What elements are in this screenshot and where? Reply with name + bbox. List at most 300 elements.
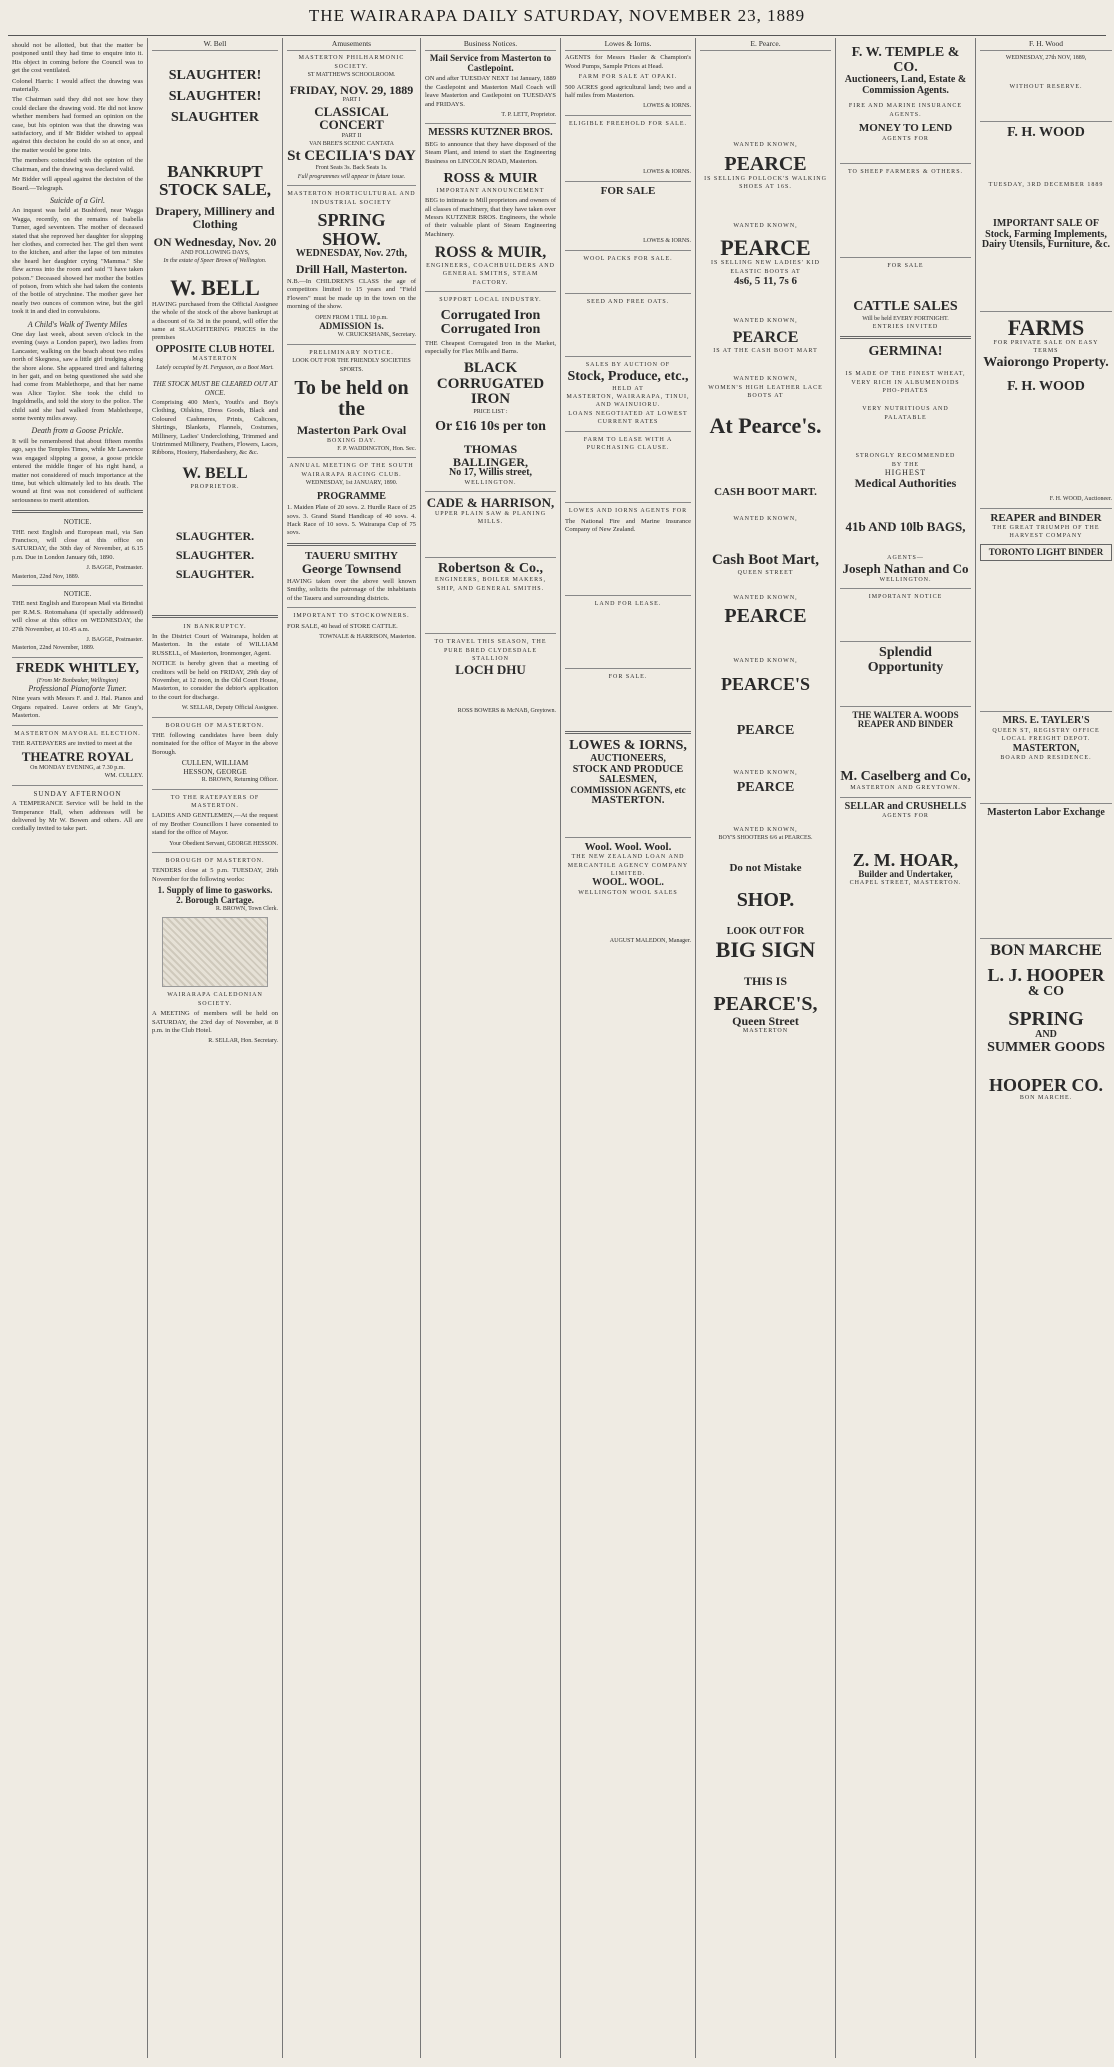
signature: F. P. WADDINGTON, Hon. Sec. xyxy=(337,446,416,453)
ad-text: HAVING taken over the above well known Smithy, solicits the patronage of the inhabitants of the Taueru and surrounding districts. xyxy=(287,578,416,602)
ad-text: QUEEN ST, REGISTRY OFFICE xyxy=(992,727,1100,734)
ad-headline: THOMAS BALLINGER, xyxy=(452,442,529,469)
ad-text: PART II xyxy=(341,132,362,139)
tender-item: 2. Borough Cartage. xyxy=(176,894,254,905)
ad-tagline: Professional Pianoforte Tuner. xyxy=(28,683,127,693)
candidate-name: HESSON, GEORGE xyxy=(183,766,247,776)
ad-headline: GERMINA! xyxy=(868,344,943,360)
ad-headline: HOOPER CO. xyxy=(988,1074,1103,1095)
signature: F. H. WOOD, Auctioneer. xyxy=(1049,496,1112,503)
divider xyxy=(980,508,1112,509)
ad-text: FOR SALE xyxy=(887,262,924,269)
ad-title: SUNDAY AFTERNOON xyxy=(33,789,122,798)
ad-text: WEDNESDAY, 1st JANUARY, 1890. xyxy=(305,480,398,487)
ad-text: CHAPEL STREET, MASTERTON. xyxy=(849,880,962,887)
ad-headline: BANKRUPT STOCK SALE, xyxy=(158,162,272,200)
divider xyxy=(565,595,691,596)
masthead xyxy=(8,6,1106,36)
ad-headline: Robertson & Co., xyxy=(438,560,543,576)
ad-headline: Mail Service from Masterton to Castlepoint. xyxy=(429,53,552,73)
ad-headline: BLACK CORRUGATED IRON xyxy=(436,359,545,408)
divider xyxy=(425,291,556,292)
ad-headline: TORONTO LIGHT BINDER xyxy=(988,546,1104,557)
ad-headline: CASH BOOT MART. xyxy=(714,486,817,499)
column-8 xyxy=(976,38,1114,2058)
article-heading: Death from a Goose Prickle. xyxy=(31,426,124,436)
ad-text: Nine years with Messrs F. and J. Hal. Pianos and Organs repaired. Leave orders at Mr Gray's, Masterton. xyxy=(12,695,143,720)
divider xyxy=(980,938,1112,939)
divider xyxy=(287,607,416,608)
signature: T. P. LETT, Proprietor. xyxy=(501,111,556,118)
ad-text: The National Fire and Marine Insurance Company of New Zealand. xyxy=(565,517,691,534)
divider xyxy=(287,457,416,458)
ad-text: MASTERTON xyxy=(742,1028,789,1035)
ad-text: THE Cheapest Corrugated Iron in the Market, especially for Flax Mills and Barns. xyxy=(425,339,556,356)
notice-text: TENDERS close at 5 p.m. TUESDAY, 26th November for the following works: xyxy=(152,867,278,883)
divider xyxy=(425,557,556,558)
ad-headline: SLAUGHTER. SLAUGHTER. SLAUGHTER. xyxy=(175,529,255,582)
divider xyxy=(152,615,278,618)
divider xyxy=(980,711,1112,712)
ad-headline: PEARCE xyxy=(736,780,795,796)
ad-headline: SLAUGHTER! xyxy=(168,68,262,84)
ad-headline: SELLAR and CRUSHELLS xyxy=(844,800,967,812)
ad-text: WANTED KNOWN, xyxy=(733,827,798,833)
signature: WM. CULLEY. xyxy=(104,773,143,780)
ad-text: FOR PRIVATE SALE ON EASY TERMS xyxy=(993,339,1099,355)
notice-heading: IN BANKRUPTCY. xyxy=(183,623,247,630)
article-heading: A Child's Walk of Twenty Miles xyxy=(27,319,128,329)
notice-heading: TO THE RATEPAYERS OF MASTERTON. xyxy=(170,794,260,809)
column-heading: W. Bell xyxy=(152,40,278,51)
ad-headline: MRS. E. TAYLER'S xyxy=(1002,715,1090,727)
column-7 xyxy=(836,38,976,2058)
ad-headline: F. W. TEMPLE & CO. xyxy=(851,45,960,75)
divider xyxy=(565,181,691,182)
article-text: An inquest was held at Bushford, near Wagga Wagga, recently, on the remains of Isabella Turner, aged seventeen. The mother of deceased stated that she reproved her daughter for slopping her clothes, and corrected her. The girl then went to the kitchen, and after the lapse of ten minutes she heard her daughter crying "Mamma." She flew across into the room and said "I have taken poison." Deceased showed her mother the bottles of poison, from which she had taken the contents of the bottle of strychnine. The mother gave her nearly two ounces of common wine, but the girl took it in and died in convulsions. xyxy=(12,207,143,316)
ad-text: MASTERTON PHILHARMONIC SOCIETY. xyxy=(298,55,405,70)
ad-text: ENTRIES INVITED xyxy=(872,324,939,331)
ad-text: TO TRAVEL THIS SEASON, THE PURE BRED CLYDESDALE STALLION xyxy=(434,639,547,662)
divider xyxy=(980,121,1112,122)
ad-headline: Stock, Produce, etc., xyxy=(567,368,689,384)
ad-text: AGENTS— xyxy=(887,554,924,561)
ad-headline: Builder and Undertaker, xyxy=(858,868,953,879)
divider xyxy=(152,789,278,790)
article-text: Colonel Harris: I would affect the drawing was materially. xyxy=(12,77,143,94)
ad-text: TUESDAY, 3RD DECEMBER 1889 xyxy=(988,181,1104,188)
ad-headline: SPRING xyxy=(1008,1008,1084,1031)
ad-headline: George Townsend xyxy=(301,561,402,577)
column-heading: F. H. Wood xyxy=(980,40,1112,51)
ad-text: BY THE xyxy=(891,461,920,468)
ad-headline: WOOL. WOOL. xyxy=(592,877,664,889)
ad-text: WELLINGTON. xyxy=(464,479,517,486)
ad-text: WANTED KNOWN, xyxy=(733,594,798,601)
column-heading: Lowes & Iorns. xyxy=(565,40,691,51)
ad-headline: Splendid Opportunity xyxy=(867,645,944,676)
column-heading: Amusements xyxy=(287,40,416,51)
divider xyxy=(12,657,143,658)
ad-text: WANTED KNOWN, xyxy=(733,376,798,383)
ad-text: Lately occupied by H. Ferguson, as a Boot Mart. xyxy=(156,364,274,371)
ad-headline: Wool. Wool. Wool. xyxy=(584,840,672,853)
ad-headline: ROSS & MUIR, xyxy=(434,244,547,262)
ad-text: WANTED KNOWN, xyxy=(733,769,798,776)
ad-headline: Joseph Nathan and Co xyxy=(842,561,969,577)
notice-text: THE following candidates have been duly nominated for the office of Mayor in the above Borough. xyxy=(152,732,278,756)
ad-text: Comprising 400 Men's, Youth's and Boy's Clothing, Oilskins, Dress Goods, Black and Coloured Cashmeres, Prints, Calicoes, Shirtings, Blankets, Flannels, Costumes, Millinery, Ladies' Underclothing, Trimmed and Untrimmed Millinery, Feathers, Flowers, Laces, Ribbons, Hosiery, Haberdashery, &c &c. xyxy=(152,399,278,457)
society-crest-illustration xyxy=(162,917,268,987)
ad-text: PHO-PHATES xyxy=(882,387,929,394)
ad-text: THE NEW ZEALAND LOAN AND MERCANTILE AGENCY COMPANY LIMITED. xyxy=(567,854,689,877)
ad-headline: Waiorongo Property. xyxy=(983,354,1109,370)
ad-text: TO SHEEP FARMERS & OTHERS. xyxy=(847,169,964,176)
divider xyxy=(840,336,971,339)
ad-headline: OPPOSITE CLUB HOTEL xyxy=(155,343,275,355)
ad-text: PRELIMINARY NOTICE. xyxy=(309,349,394,356)
divider xyxy=(425,491,556,492)
ad-text: IS AT THE CASH BOOT MART xyxy=(713,347,818,354)
ad-text: WELLINGTON WOOL SALES xyxy=(578,889,678,896)
notice-heading: BOROUGH OF MASTERTON. xyxy=(165,857,265,864)
signature: AUGUST MALEDON, Manager. xyxy=(609,938,691,945)
ad-text: THE STOCK MUST BE CLEARED OUT AT ONCE. xyxy=(152,380,278,397)
ad-text: VERY NUTRITIOUS AND PALATABLE xyxy=(862,406,949,421)
ad-text: Will be held EVERY FORTNIGHT. xyxy=(862,315,949,322)
ad-headline: THIS IS xyxy=(743,973,788,988)
ad-text: In the estate of Speer Brown of Wellington. xyxy=(163,258,267,265)
ad-text: ON and after TUESDAY NEXT 1st January, 1889 the Castlepoint and Masterton Mail Coach will leave Masterton and Castlepoint on TUESDAYS and FRIDAYS. xyxy=(425,75,556,108)
signature: J. BAGGE, Postmaster. xyxy=(86,565,143,572)
column-4 xyxy=(421,38,561,2058)
ad-text: ENGINEERS, COACHBUILDERS AND GENERAL SMITHS, STEAM FACTORY. xyxy=(426,262,555,286)
ad-venue: THEATRE ROYAL xyxy=(21,749,134,765)
ad-text: HIGHEST xyxy=(884,467,927,477)
ad-text: 1. Maiden Plate of 20 sovs. 2. Hurdle Race of 25 sovs. 3. Grand Stand Handicap of 40 sovs. 4. Hack Race of 10 sovs. 5. Wairarapa Cup of 75 sovs. xyxy=(287,504,416,537)
ad-text: WITHOUT RESERVE. xyxy=(1009,83,1083,90)
ad-text: AND FOLLOWING DAYS, xyxy=(180,249,250,256)
article-text: Mr Bidder will appeal against the decision of the Board.—Telegraph. xyxy=(12,176,143,192)
ad-text: THE RATEPAYERS are invited to meet at the xyxy=(12,739,133,747)
signature: J. BAGGE, Postmaster. xyxy=(86,637,143,643)
ad-title: MASTERTON MAYORAL ELECTION. xyxy=(14,730,141,737)
ad-headline: LOOK OUT FOR xyxy=(726,926,805,938)
ad-headline: F. H. WOOD xyxy=(1007,125,1085,141)
ad-headline: W. BELL xyxy=(182,464,248,482)
ad-text: WOOL PACKS FOR SALE. xyxy=(583,255,673,262)
ad-headline: To be held on the xyxy=(294,377,409,421)
ad-headline: CATTLE SALES xyxy=(853,298,958,314)
ad-headline: Drapery, Millinery and Clothing xyxy=(155,204,275,231)
divider xyxy=(980,803,1112,804)
ad-headline: BON MARCHE xyxy=(990,942,1102,960)
notice-heading: WAIRARAPA CALEDONIAN SOCIETY. xyxy=(167,992,263,1007)
ad-headline: STOCK AND PRODUCE xyxy=(572,763,684,775)
ad-headline: PEARCE xyxy=(724,604,807,627)
ad-headline: SPRING SHOW. xyxy=(317,210,386,249)
divider xyxy=(287,543,416,546)
ad-headline: At Pearce's. xyxy=(709,413,822,439)
ad-headline: ON Wednesday, Nov. 20 xyxy=(153,235,277,250)
ad-headline: LOWES & IORNS, xyxy=(569,738,687,754)
ad-text: BOXING DAY. xyxy=(326,437,376,444)
ad-text: PROPRIETOR. xyxy=(190,483,240,490)
ad-text: STRONGLY RECOMMENDED xyxy=(855,453,956,460)
ad-text: Front Seats 3s. Back Seats 1s. xyxy=(315,165,388,172)
ad-text: IS SELLING NEW LADIES' KID ELASTIC BOOTS AT xyxy=(711,260,820,275)
ad-text: SALES BY AUCTION OF xyxy=(585,362,671,369)
ad-headline: L. J. HOOPER xyxy=(987,964,1105,985)
ad-headline: SUMMER GOODS xyxy=(987,1039,1105,1055)
ad-text: MASTERTON HORTICULTURAL AND INDUSTRIAL SOCIETY xyxy=(287,191,416,206)
ad-text: UPPER PLAIN SAW & PLANING MILLS. xyxy=(434,510,547,526)
ad-headline: MESSRS KUTZNER BROS. xyxy=(428,127,553,139)
divider xyxy=(980,311,1112,312)
ad-text: BOARD AND RESIDENCE. xyxy=(1000,755,1092,762)
ad-text: HAVING purchased from the Official Assignee the whole of the stock of the above bankrupt at a discount of 6s 3d in the pound, will offer the same at SLAUGHTERING PRICES in the premises xyxy=(152,300,278,342)
ad-headline: F. H. WOOD xyxy=(1007,379,1085,395)
ad-text: IMPORTANT ANNOUNCEMENT xyxy=(436,187,545,194)
notice-text: THE next English and European mail, via San Francisco, will close at this office on SATURDAY, the 30th day of November, at 6.15 p.m. Due in London January 6th, 1890. xyxy=(12,528,143,561)
ad-text: WELLINGTON. xyxy=(879,576,932,583)
columns xyxy=(8,38,1112,2058)
ad-text: FOR SALE. xyxy=(608,673,648,680)
ad-text: SEED AND FREE OATS. xyxy=(586,299,670,306)
divider xyxy=(840,706,971,707)
ad-headline: Drill Hall, Masterton. xyxy=(295,262,408,277)
ad-text: IS SELLING POLLOCK'S WALKING SHOES AT 16S. xyxy=(704,175,827,191)
divider xyxy=(425,123,556,124)
ad-text: LOCAL FREIGHT DEPOT. xyxy=(1001,736,1091,743)
article-text: It will be remembered that about fifteen months ago, says the Temples Times, while Mr Lawrence was engaged slipping a goose, a goose prickle entered the middle finger of his right hand, a matter not considered of much importance at the time, but which ultimately led to his death. The wound at first was not considered of sufficient seriousness to merit attention. xyxy=(12,437,143,504)
notice-text: A MEETING of members will be held on SATURDAY, the 23rd day of November, at 8 p.m. in the Club Hotel. xyxy=(152,1010,278,1035)
ad-text: Full programmes will appear in future issue. xyxy=(297,173,406,180)
ad-headline: Or £16 10s per ton xyxy=(435,419,546,435)
signature: W. SELLAR, Deputy Official Assignee. xyxy=(181,705,278,712)
signature: R. BROWN, Town Clerk. xyxy=(215,906,278,913)
ad-text: AGENTS FOR xyxy=(882,813,929,820)
notice-heading: BOROUGH OF MASTERTON. xyxy=(165,722,265,729)
divider xyxy=(425,633,556,634)
ad-text: LOANS NEGOTIATED AT LOWEST CURRENT RATES xyxy=(568,410,688,426)
divider xyxy=(12,585,143,586)
ad-headline: WEDNESDAY, Nov. 27th, xyxy=(295,247,408,259)
ad-text: AGENTS for Messrs Hasler & Champion's Wood Pumps, Sample Prices at Head. xyxy=(565,54,691,70)
ad-text: ENGINEERS, BOILER MAKERS, SHIP, AND GENERAL SMITHS. xyxy=(434,577,546,592)
ad-headline: Queen Street xyxy=(732,1013,799,1028)
signature: R. BROWN, Returning Officer. xyxy=(201,777,278,784)
ad-headline: SHOP. xyxy=(736,889,795,912)
signature: ROSS BOWERS & McNAB, Greytown. xyxy=(457,708,556,715)
ad-headline: PEARCE xyxy=(720,235,811,261)
ad-headline: M. Caselberg and Co, xyxy=(840,768,971,784)
ad-headline: 4s6, 5 11, 7s 6 xyxy=(734,274,797,287)
ad-headline: FARMS xyxy=(1007,314,1085,340)
ad-headline: St CECILIA'S DAY xyxy=(287,147,416,164)
ad-text: AGENTS FOR xyxy=(882,135,929,142)
ad-headline: ADMISSION 1s. xyxy=(319,321,384,331)
ad-headline: MASTERTON, xyxy=(1012,742,1080,754)
ad-text: LAND FOR LEASE. xyxy=(594,600,662,607)
ad-text: QUEEN STREET xyxy=(737,570,794,577)
ad-text: LOWES AND IORNS AGENTS FOR xyxy=(568,508,688,515)
ad-headline: PEARCE'S xyxy=(720,674,810,695)
ad-text: VAN BREE'S SCENIC CANTATA xyxy=(309,141,394,148)
ad-text: A TEMPERANCE Service will be held in the Temperance Hall, when addresses will be delivered by Mr W. Bowen and others. All are cordially invited to take part. xyxy=(12,800,143,833)
ad-headline: Masterton Labor Exchange xyxy=(987,806,1105,818)
ad-headline: FOR SALE xyxy=(600,184,656,197)
article-heading: Suicide of a Girl. xyxy=(49,195,106,205)
divider xyxy=(152,852,278,853)
ad-text: MASTERTON AND GREYTOWN. xyxy=(850,785,961,792)
ad-text: MASTERTON, WAIRARAPA, TINUI, AND WAINUIORU. xyxy=(566,393,690,409)
ad-headline: SALESMEN, xyxy=(599,774,657,786)
divider xyxy=(565,502,691,503)
ad-headline: CLASSICAL CONCERT xyxy=(314,103,389,133)
ad-text: IMPORTANT TO STOCKOWNERS. xyxy=(293,613,410,620)
ad-headline: Masterton Park Oval xyxy=(296,423,407,438)
notice-date: Masterton, 22nd November, 1889. xyxy=(12,645,95,652)
divider xyxy=(565,250,691,251)
ad-headline: COMMISSION AGENTS, etc xyxy=(570,784,686,795)
signature: LOWES & IORNS. xyxy=(643,238,691,245)
article-text: should not be allotted, but that the matter be postponed until they had time to enquire into it. His object in coming before the Council was to get the cost ventilated. xyxy=(12,42,143,75)
divider xyxy=(565,431,691,432)
divider xyxy=(565,115,691,116)
divider xyxy=(840,163,971,164)
ad-headline: AND xyxy=(1035,1029,1057,1041)
divider xyxy=(565,837,691,838)
ad-text: THE GREAT TRIUMPH OF THE HARVEST COMPANY xyxy=(992,525,1100,540)
article-text: The Chairman said they did not see how they could declare the drawing void. He did not know whether members had formed an opinion on the case, but his opinion was that the drawing was satisfactory, and if Mr Bidder wished to appeal against this decision he could do so at once, and the matter would be gone into. xyxy=(12,96,143,154)
divider xyxy=(565,293,691,294)
ad-text: OPEN FROM 1 TILL 10 p.m. xyxy=(315,314,388,321)
divider xyxy=(840,641,971,642)
ad-headline: FRIDAY, NOV. 29, 1889 xyxy=(289,82,414,97)
notice-text: LADIES AND GENTLEMEN,—At the request of my Brother Councillors I have consented to stand for the office of Mayor. xyxy=(152,812,278,837)
ad-headline: No 17, Willis street, xyxy=(448,467,533,479)
column-1 xyxy=(8,38,148,2058)
ad-headline: Auctioneers, Land, Estate & Commission Agents. xyxy=(844,74,967,96)
ad-headline: TAUERU SMITHY xyxy=(304,549,398,562)
column-3 xyxy=(283,38,421,2058)
ad-text: MASTERTON xyxy=(192,356,238,363)
notice-text: NOTICE is hereby given that a meeting of creditors will be held on FRIDAY, 29th day of November, at 12 noon, in the Old Court House, Masterton, to consider the debtor's application to the court for discharge. xyxy=(152,660,278,701)
column-2 xyxy=(148,38,283,2058)
page-title: THE WAIRARAPA DAILY SATURDAY, NOVEMBER 23, 1889 xyxy=(308,6,806,25)
ad-headline: Medical Authorities xyxy=(854,476,957,491)
ad-headline: LOCH DHU xyxy=(455,662,526,678)
ad-headline: PEARCE'S, xyxy=(713,992,818,1015)
ad-headline: AUCTIONEERS, xyxy=(590,753,666,765)
ad-text: WANTED KNOWN, xyxy=(733,142,798,149)
ad-text: ANNUAL MEETING OF THE SOUTH WAIRARAPA RACING CLUB. xyxy=(289,463,414,478)
ad-text: ST MATTHEW'S SCHOOLROOM. xyxy=(307,72,396,79)
divider xyxy=(12,725,143,726)
ad-headline: THE WALTER A. WOODS REAPER AND BINDER xyxy=(852,709,959,730)
ad-headline: PEARCE xyxy=(724,152,807,175)
ad-headline: SLAUGHTER! xyxy=(168,89,262,105)
ad-headline: IMPORTANT SALE OF Stock, Farming Implements, Dairy Utensils, Furniture, &c. xyxy=(981,218,1111,251)
ad-text: ELIGIBLE FREEHOLD FOR SALE. xyxy=(569,120,687,127)
ad-text: BOY'S SHOOTERS 6/6 at PEARCES. xyxy=(718,835,813,842)
ad-headline: SLAUGHTER xyxy=(171,109,259,125)
ad-text: SUPPORT LOCAL INDUSTRY. xyxy=(439,297,542,304)
ad-text: LOOK OUT FOR THE FRIENDLY SOCIETIES SPORTS. xyxy=(292,358,411,373)
ad-subtitle: (From Mr Bonbeaker, Wellington) xyxy=(36,677,119,684)
article-text: The members coincided with the opinion of the Chairman, and the drawing was declared valid. xyxy=(12,157,143,173)
ad-text: WOMEN'S HIGH LEATHER LACE BOOTS AT xyxy=(708,384,823,399)
notice-text: THE next English and European Mail via Brindisi per R.M.S. Rotomahana (if specially addressed) will close at this office on WEDNESDAY, the 27th November, at 10.45 a.m. xyxy=(12,600,143,633)
ad-headline: CADE & HARRISON, xyxy=(426,495,555,511)
divider xyxy=(565,668,691,669)
ad-text: WANTED KNOWN, xyxy=(733,515,798,522)
column-6 xyxy=(696,38,836,2058)
signature: R. SELLAR, Hon. Secretary. xyxy=(208,1038,278,1045)
signature: W. CRUICKSHANK, Secretary. xyxy=(337,332,416,339)
divider xyxy=(12,785,143,786)
signature: Your Obedient Servant, GEORGE HESSON. xyxy=(169,840,278,847)
ad-text: FARM TO LEASE WITH A PURCHASING CLAUSE. xyxy=(583,436,673,451)
ad-headline: Corrugated Iron xyxy=(440,307,541,323)
divider xyxy=(565,731,691,734)
notice-date: Masterton, 22nd Nov, 1889. xyxy=(12,573,80,580)
candidate-name: CULLEN, WILLIAM xyxy=(181,758,249,768)
divider xyxy=(12,510,143,513)
ad-headline: MONEY TO LEND xyxy=(858,122,953,135)
ad-headline: Corrugated Iron xyxy=(440,322,541,338)
ad-text: WANTED KNOWN, xyxy=(733,222,798,229)
ad-headline: PEARCE xyxy=(732,328,799,346)
column-heading: E. Pearce. xyxy=(700,40,831,51)
ad-headline: Do not Mistake xyxy=(729,861,802,874)
ad-headline: Cash Boot Mart, xyxy=(711,552,820,569)
signature: LOWES & IORNS. xyxy=(643,103,691,110)
ad-headline: & CO xyxy=(1027,983,1065,999)
ad-headline: REAPER and BINDER xyxy=(990,511,1102,524)
ad-title: FREDK WHITLEY, xyxy=(16,660,139,676)
divider xyxy=(287,344,416,345)
ad-text: FIRE AND MARINE INSURANCE AGENTS. xyxy=(848,103,963,118)
ad-text: IS MADE OF THE FINEST WHEAT, xyxy=(845,371,966,378)
ad-headline: MASTERTON. xyxy=(591,794,665,807)
divider xyxy=(840,257,971,258)
column-5 xyxy=(561,38,696,2058)
ad-text: PRICE LIST : xyxy=(473,409,508,416)
ad-text: WEDNESDAY, 27th NOV, 1889, xyxy=(1005,55,1087,62)
ad-text: PART I xyxy=(342,97,361,104)
binder-banner xyxy=(980,544,1112,561)
signature: TOWNALE & HARRISON, Masterton. xyxy=(319,634,416,641)
divider xyxy=(287,185,416,186)
divider xyxy=(565,356,691,357)
notice-heading: NOTICE. xyxy=(63,589,92,598)
ad-headline: PEARCE xyxy=(736,723,795,739)
divider xyxy=(840,797,971,798)
ad-text: HELD AT xyxy=(612,385,644,392)
ad-headline: BIG SIGN xyxy=(715,936,816,962)
ad-text: WANTED KNOWN, xyxy=(733,657,798,664)
ad-text: IMPORTANT NOTICE xyxy=(868,594,943,601)
signature: LOWES & IORNS. xyxy=(643,169,691,176)
notice-text: In the District Court of Wairarapa, holden at Masterton. In the estate of WILLIAM RUSSELL, of Masterton, Ironmonger, Agent. xyxy=(152,633,278,657)
ad-headline: ROSS & MUIR xyxy=(443,171,538,187)
ad-text: N.B.—In CHILDREN'S CLASS the age of competitors limited to 15 years and "Field Flowers" must be made up in the town on the morning of the show. xyxy=(287,277,416,311)
column-heading: Business Notices. xyxy=(425,40,556,51)
ad-time: On MONDAY EVENING, at 7.30 p.m. xyxy=(30,764,125,771)
tender-item: 1. Supply of lime to gasworks. xyxy=(157,885,273,896)
